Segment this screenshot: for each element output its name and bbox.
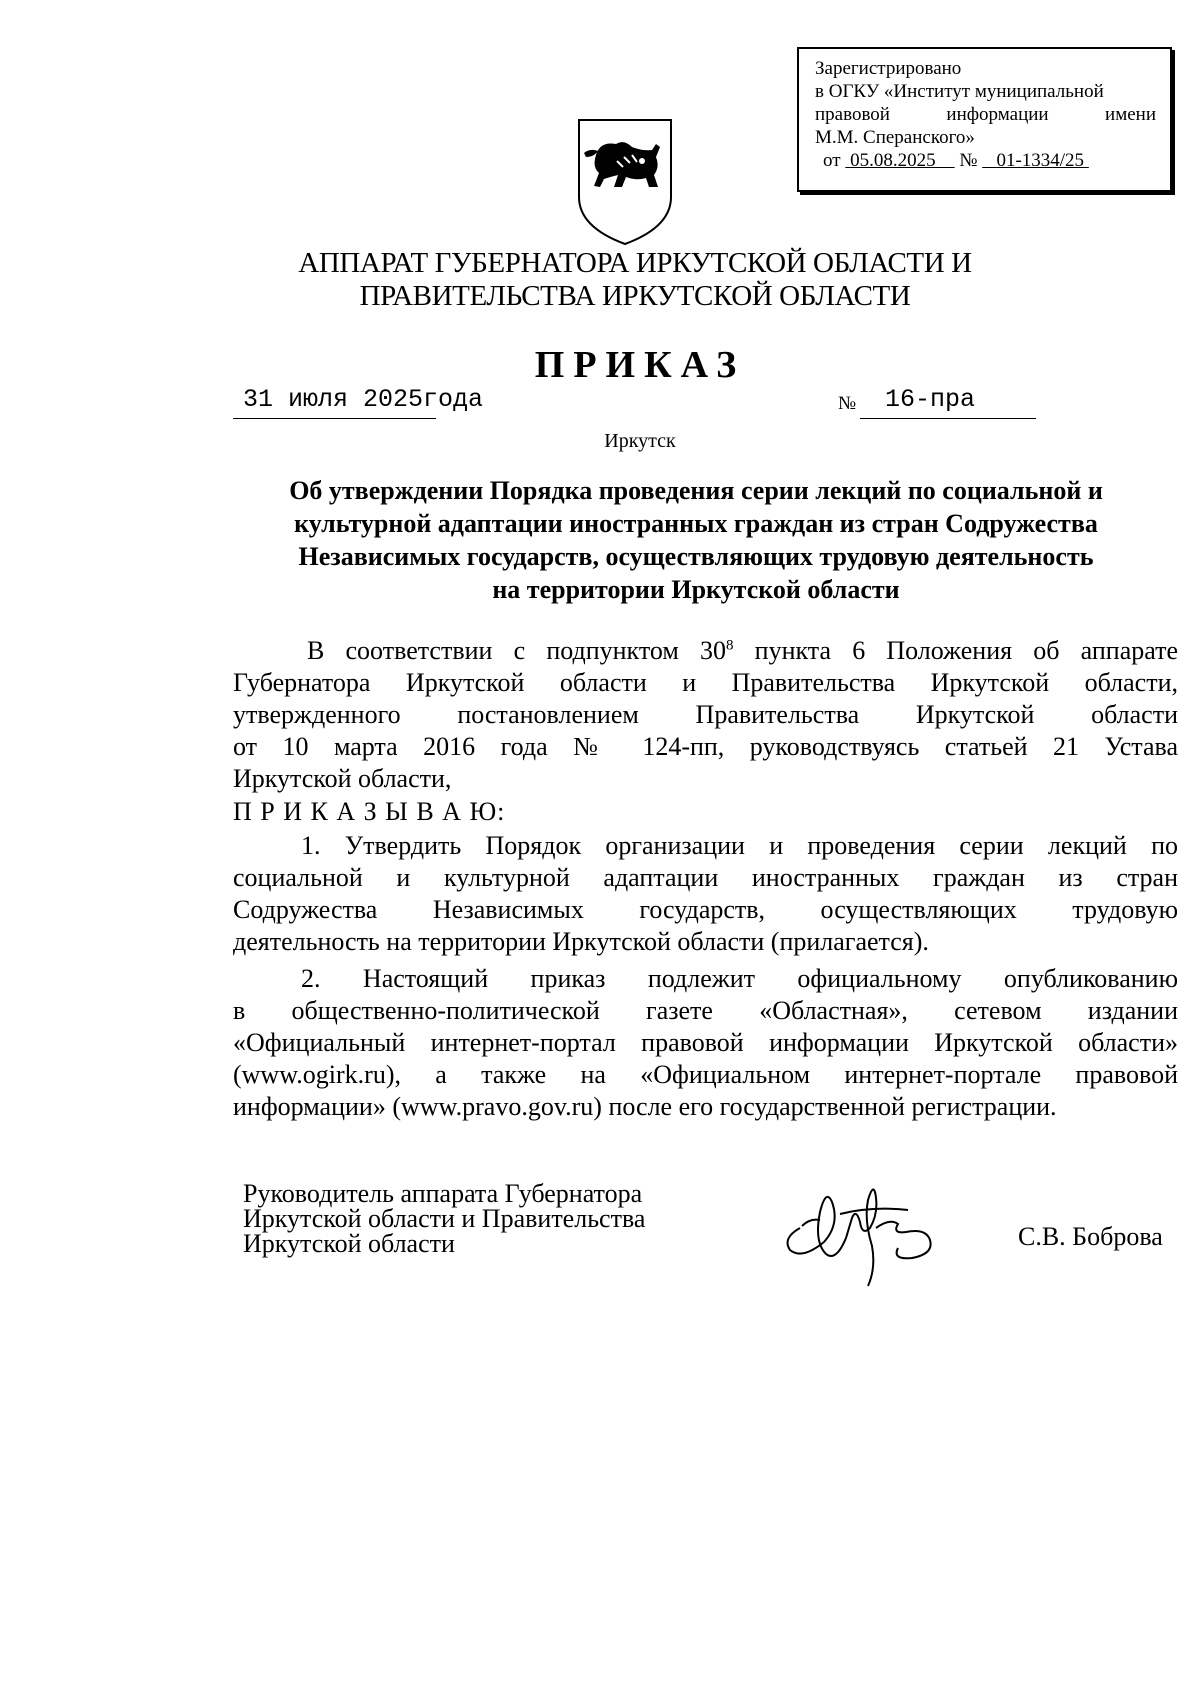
- subject-line-4: на территории Иркутской области: [492, 575, 900, 604]
- preamble-line-4: от 10 марта 2016 года № 124-пп, руководствуясь статьей 21 Устава: [233, 732, 1178, 761]
- subject-line-2: культурной адаптации иностранных граждан из стран Содружества: [294, 509, 1098, 538]
- order-item-1: [233, 830, 1178, 958]
- number-prefix: №: [838, 393, 857, 414]
- signatory-position-line-1: Руководитель аппарата Губернатора: [243, 1179, 643, 1208]
- coat-of-arms-icon: [576, 117, 674, 247]
- subject-line-1: Об утверждении Порядка проведения серии лекций по социальной и: [289, 476, 1103, 505]
- preamble-paragraph: [233, 635, 1178, 795]
- signatory-name: С.В. Боброва: [1018, 1222, 1163, 1251]
- signatory-position-line-3: Иркутской области: [243, 1229, 455, 1258]
- subject-line-3: Независимых государств, осуществляющих трудовую деятельность: [298, 542, 1094, 571]
- preamble-line-1: В соответствии с подпунктом $30^8$ пункта 6 Положения об аппарате: [307, 636, 1179, 665]
- item-2-line-5: информации» (www.pravo.gov.ru) после его государственной регистрации.: [233, 1092, 1057, 1121]
- stamp-line-2: в ОГКУ «Институт муниципальной: [815, 81, 1104, 102]
- stamp-date-prefix: от: [823, 150, 841, 171]
- authority-header: [200, 247, 1070, 313]
- preamble-line-5: Иркутской области,: [233, 764, 452, 793]
- item-2-line-1: 2. Настоящий приказ подлежит официальному опубликованию: [301, 964, 1178, 993]
- stamp-line-3: правовой информации имени: [815, 104, 1156, 125]
- preamble-line-2: Губернатора Иркутской области и Правительства Иркутской области,: [233, 668, 1178, 697]
- document-date: [243, 385, 483, 414]
- item-1-line-3: Содружества Независимых государств, осуществляющих трудовую: [233, 895, 1178, 924]
- date-value: 31 июля 2025: [243, 385, 424, 414]
- registration-stamp: [797, 47, 1172, 192]
- item-2-line-4: (www.ogirk.ru), а также на «Официальном интернет-портале правовой: [233, 1060, 1178, 1089]
- order-word: П Р И К А З Ы В А Ю:: [233, 797, 506, 826]
- signatory-position-line-2: Иркутской области и Правительства: [243, 1204, 646, 1233]
- item-2-line-2: в общественно-политической газете «Областная», сетевом издании: [233, 996, 1178, 1025]
- document-subject: [240, 474, 1152, 606]
- item-2-line-3: «Официальный интернет-портал правовой информации Иркутской области»: [233, 1028, 1178, 1057]
- number-underline: [860, 418, 1036, 419]
- stamp-date: 05.08.2025: [850, 150, 936, 171]
- authority-header-line-2: ПРАВИТЕЛЬСТВА ИРКУТСКОЙ ОБЛАСТИ: [359, 280, 911, 312]
- handwritten-signature: [780, 1158, 948, 1292]
- stamp-registration-line: [815, 149, 1156, 172]
- item-1-line-1: 1. Утвердить Порядок организации и проведения серии лекций по: [301, 831, 1178, 860]
- date-underline: [233, 418, 436, 419]
- order-item-2: [233, 963, 1178, 1123]
- document-title: ПРИКАЗ: [534, 344, 746, 386]
- stamp-number: 01-1334/25: [996, 150, 1085, 171]
- signatory-position: [243, 1181, 645, 1256]
- preamble-line-3: утвержденного постановлением Правительства Иркутской области: [233, 700, 1178, 729]
- date-suffix: года: [423, 385, 484, 414]
- stamp-number-prefix: №: [959, 150, 978, 171]
- document-city: Иркутск: [604, 430, 676, 452]
- document-number: 16-пра: [885, 385, 976, 414]
- stamp-line-1: Зарегистрировано: [815, 58, 962, 79]
- item-1-line-4: деятельность на территории Иркутской области (прилагается).: [233, 927, 929, 956]
- authority-header-line-1: АППАРАТ ГУБЕРНАТОРА ИРКУТСКОЙ ОБЛАСТИ И: [298, 247, 972, 279]
- stamp-line-4: М.М. Сперанского»: [815, 127, 975, 148]
- item-1-line-2: социальной и культурной адаптации иностранных граждан из стран: [233, 863, 1178, 892]
